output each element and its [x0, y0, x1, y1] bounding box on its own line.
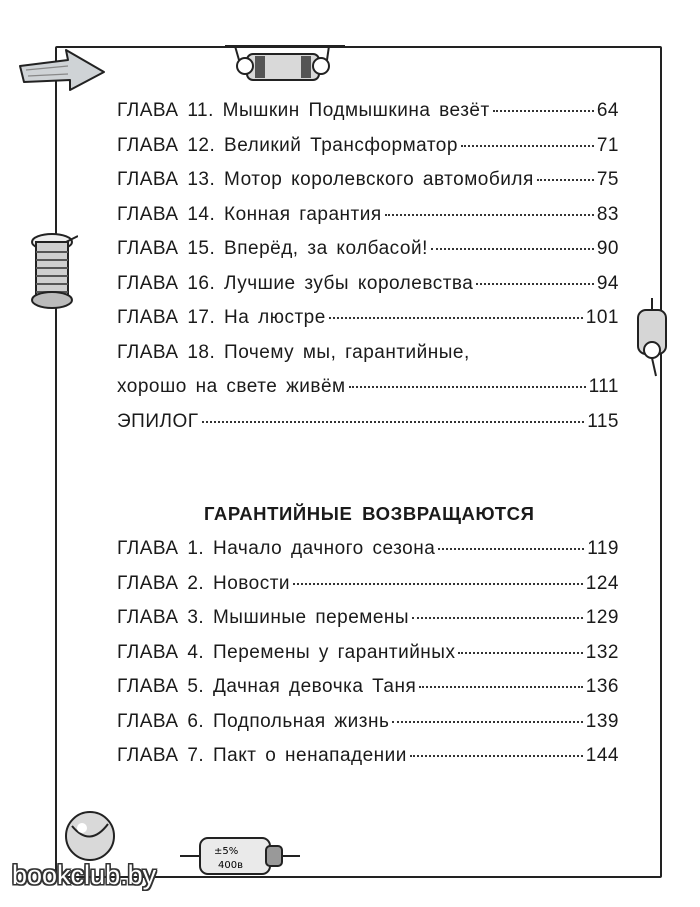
toc-entry-label: ГЛАВА 11. Мышкин Подмышкина везёт [117, 100, 490, 121]
toc-leader [438, 548, 584, 550]
toc-entry [117, 607, 619, 642]
toc-leader [458, 652, 582, 654]
toc-entry-page: 83 [596, 203, 619, 225]
toc-entry-label: ГЛАВА 17. На люстре [117, 307, 326, 328]
toc-part1 [117, 100, 619, 445]
toc-entry [117, 169, 619, 204]
toc-entry-page: 139 [585, 710, 619, 732]
section-title: ГАРАНТИЙНЫЕ ВОЗВРАЩАЮТСЯ [204, 503, 535, 524]
toc-entry [117, 135, 619, 170]
toc-entry-label: ГЛАВА 15. Вперёд, за колбасой! [117, 238, 428, 259]
toc-leader [202, 421, 585, 423]
toc-entry-label: ГЛАВА 1. Начало дачного сезона [117, 538, 436, 559]
resistor-label-bottom: 400в [218, 860, 243, 871]
toc-entry-page: 75 [596, 169, 619, 190]
resistor-icon [180, 826, 300, 886]
toc-entry [117, 100, 619, 135]
ball-icon [62, 808, 118, 864]
toc-leader [293, 583, 583, 585]
capacitor-icon [225, 44, 345, 88]
toc-entry-page: 90 [596, 238, 619, 259]
toc-entry-label: хорошо на свете живём [117, 376, 346, 397]
toc-leader [476, 283, 594, 285]
toc-entry [117, 238, 619, 273]
toc-entry-label: ЭПИЛОГ [117, 410, 199, 432]
resistor-label-top: ±5% [214, 846, 239, 857]
toc-entry-label: ГЛАВА 13. Мотор королевского автомобиля [117, 169, 534, 190]
toc-leader [419, 686, 583, 688]
toc-leader [493, 110, 594, 112]
toc-leader [461, 145, 594, 147]
toc-entry-page: 124 [585, 572, 619, 594]
toc-entry-label: ГЛАВА 16. Лучшие зубы королевства [117, 272, 474, 294]
toc-entry-page: 129 [585, 607, 619, 628]
toc-entry [117, 273, 619, 308]
toc-entry [117, 676, 619, 711]
toc-entry [117, 204, 619, 239]
toc-entry-page: 115 [587, 410, 619, 432]
toc-leader [392, 721, 582, 723]
toc-entry [117, 745, 619, 780]
toc-entry-label: ГЛАВА 4. Перемены у гарантийных [117, 641, 456, 663]
toc-entry [117, 411, 619, 446]
toc-entry-page: 132 [585, 641, 619, 663]
toc-leader [431, 248, 594, 250]
watermark: bookclub.by [12, 860, 157, 890]
toc-entry-label: ГЛАВА 7. Пакт о ненападении [117, 745, 407, 766]
capacitor-side-icon [632, 298, 672, 378]
toc-entry-label: ГЛАВА 14. Конная гарантия [117, 203, 382, 225]
coil-icon [22, 232, 78, 312]
toc-entry-page: 119 [587, 538, 619, 559]
toc-entry [117, 342, 619, 377]
toc-entry [117, 538, 619, 573]
toc-leader [412, 617, 583, 619]
toc-entry [117, 307, 619, 342]
toc-entry-label: ГЛАВА 3. Мышиные перемены [117, 607, 410, 628]
toc-entry [117, 642, 619, 677]
toc-entry [117, 376, 619, 411]
toc-entry-page: 101 [585, 307, 619, 328]
toc-leader [385, 214, 594, 216]
arrow-icon [18, 46, 108, 96]
toc-entry-label: ГЛАВА 18. Почему мы, гарантийные, [117, 341, 470, 363]
toc-entry-page: 64 [596, 100, 619, 121]
toc-entry-label: ГЛАВА 6. Подпольная жизнь [117, 710, 390, 732]
toc-entry-label: ГЛАВА 5. Дачная девочка Таня [117, 676, 417, 697]
toc-leader [410, 755, 583, 757]
toc-entry-label: ГЛАВА 12. Великий Трансформатор [117, 134, 458, 156]
toc-leader [537, 179, 594, 181]
toc-entry-label: ГЛАВА 2. Новости [117, 572, 291, 594]
toc-entry [117, 711, 619, 746]
toc-leader [349, 386, 586, 388]
toc-entry-page: 136 [585, 676, 619, 697]
toc-entry-page: 71 [596, 134, 619, 156]
toc-leader [329, 317, 583, 319]
toc-entry-page: 111 [588, 376, 619, 397]
toc-entry-page: 94 [596, 272, 619, 294]
toc-entry-page: 144 [585, 745, 619, 766]
toc-part2 [117, 538, 619, 780]
toc-entry [117, 573, 619, 608]
